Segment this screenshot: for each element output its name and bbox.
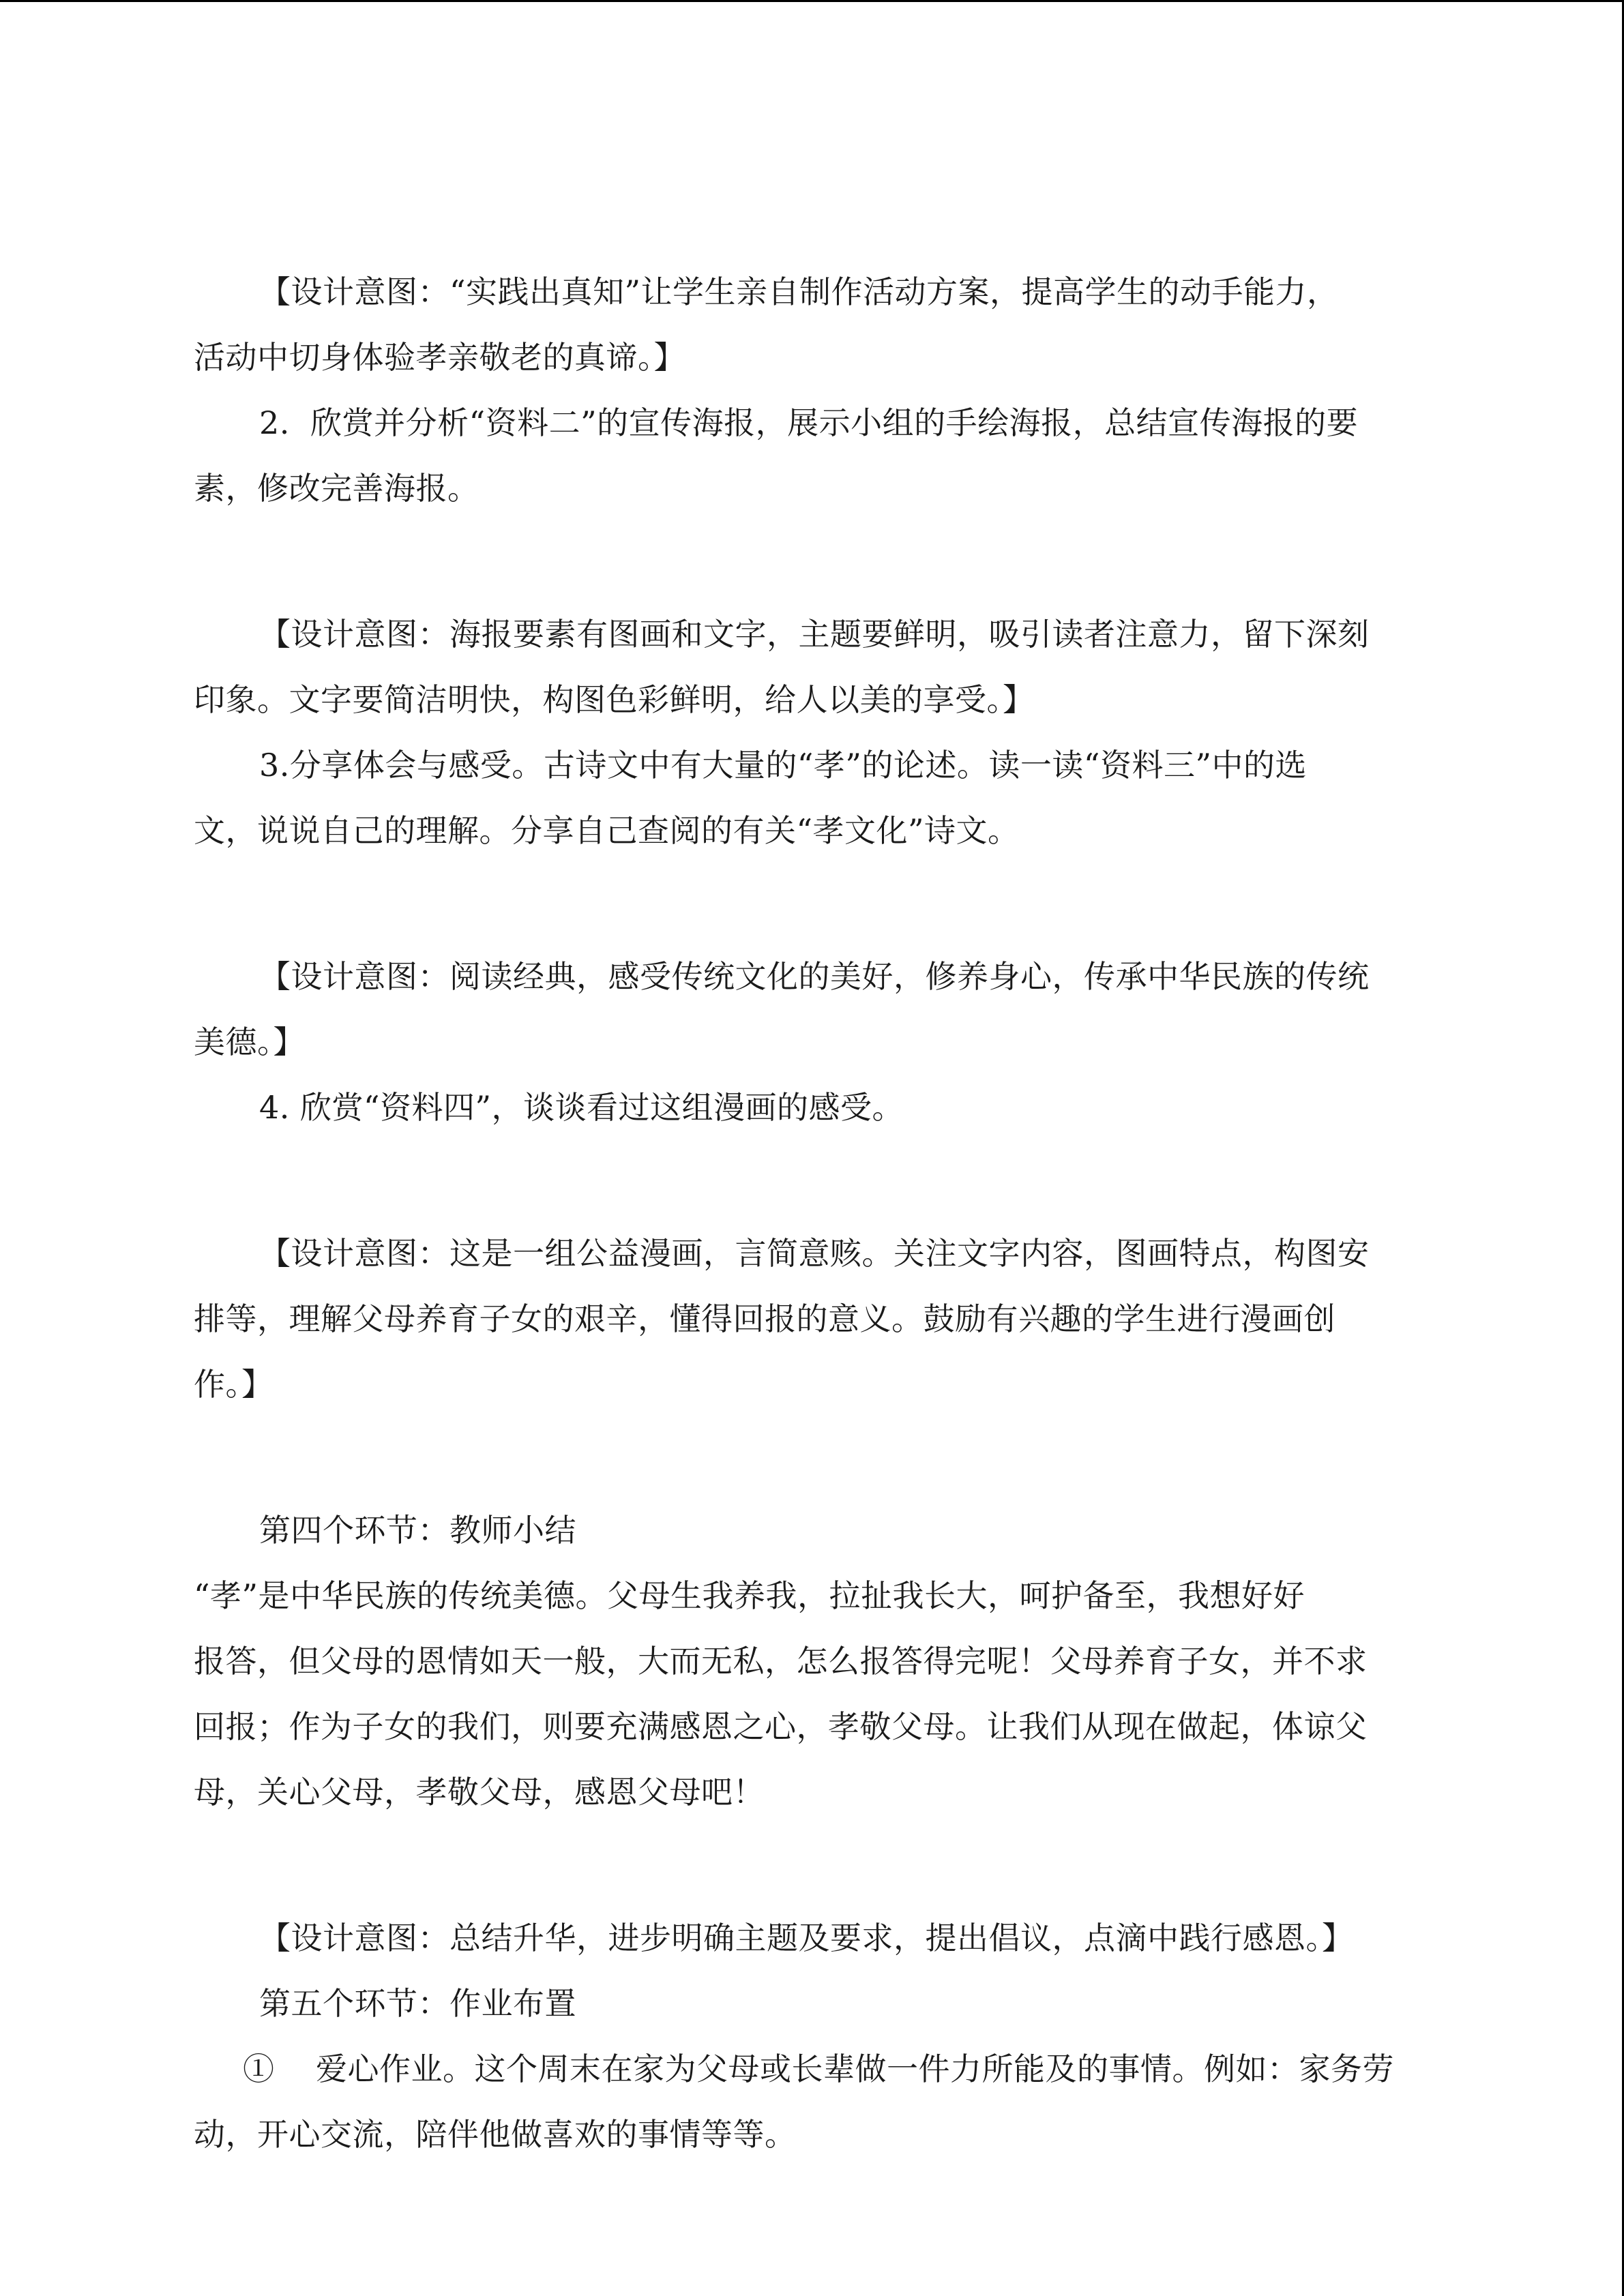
step-3-paragraph bbox=[194, 732, 1442, 863]
text-line: 【设计意图：海报要素有图画和文字，主题要鲜明，吸引读者注意力，留下深刻 bbox=[259, 616, 1370, 653]
document-body bbox=[194, 259, 1442, 2167]
design-intent-paragraph-1 bbox=[194, 259, 1442, 390]
text-line: 动，开心交流，陪伴他做喜欢的事情等等。 bbox=[194, 2116, 797, 2153]
text-line: 【设计意图：“实践出真知”让学生亲自制作活动方案，提高学生的动手能力， bbox=[259, 273, 1339, 310]
text-line: ① 爱心作业。这个周末在家为父母或长辈做一件力所能及的事情。例如：家务劳 bbox=[243, 2051, 1394, 2087]
text-line: 作。】 bbox=[194, 1366, 274, 1403]
design-intent-paragraph-2 bbox=[194, 601, 1442, 732]
step-4-paragraph bbox=[194, 1075, 1442, 1140]
text-line: 4. 欣赏“资料四”，谈谈看过这组漫画的感受。 bbox=[259, 1089, 904, 1126]
text-line: 美德。】 bbox=[194, 1024, 305, 1060]
design-intent-paragraph-4 bbox=[194, 1221, 1442, 1417]
section-heading-homework bbox=[194, 1971, 1442, 2036]
text-line: 回报；作为子女的我们，则要充满感恩之心，孝敬父母。让我们从现在做起，体谅父 bbox=[194, 1708, 1368, 1745]
text-line: 素，修改完善海报。 bbox=[194, 470, 479, 507]
text-line: 印象。文字要简洁明快，构图色彩鲜明，给人以美的享受。】 bbox=[194, 681, 1035, 718]
page-border-top bbox=[0, 0, 1624, 2]
section-heading-teacher-summary bbox=[194, 1497, 1442, 1563]
text-line: “孝”是中华民族的传统美德。父母生我养我，拉扯我长大，呵护备至，我想好好 bbox=[194, 1577, 1305, 1614]
design-intent-paragraph-5 bbox=[194, 1905, 1442, 1971]
text-line: 3.分享体会与感受。古诗文中有大量的“孝”的论述。读一读“资料三”中的选 bbox=[259, 747, 1307, 784]
design-intent-paragraph-3 bbox=[194, 944, 1442, 1075]
text-line: 【设计意图：阅读经典，感受传统文化的美好，修养身心，传承中华民族的传统 bbox=[259, 958, 1370, 995]
step-2-paragraph bbox=[194, 390, 1442, 521]
text-line: 排等，理解父母养育子女的艰辛，懂得回报的意义。鼓励有兴趣的学生进行漫画创 bbox=[194, 1300, 1335, 1337]
text-line: 第四个环节：教师小结 bbox=[259, 1512, 576, 1549]
text-line: 【设计意图：这是一组公益漫画，言简意赅。关注文字内容，图画特点，构图安 bbox=[259, 1235, 1370, 1272]
text-line: 2. 欣赏并分析“资料二”的宣传海报，展示小组的手绘海报，总结宣传海报的要 bbox=[259, 404, 1359, 441]
text-line: 文，说说自己的理解。分享自己查阅的有关“孝文化”诗文。 bbox=[194, 812, 1020, 849]
homework-item-1 bbox=[194, 2036, 1442, 2167]
summary-paragraph bbox=[194, 1563, 1442, 1825]
text-line: 【设计意图：总结升华，进步明确主题及要求，提出倡议，点滴中践行感恩。】 bbox=[259, 1920, 1354, 1956]
text-line: 报答，但父母的恩情如天一般，大而无私，怎么报答得完呢！父母养育子女，并不求 bbox=[194, 1643, 1368, 1680]
text-line: 活动中切身体验孝亲敬老的真谛。】 bbox=[194, 339, 685, 376]
text-line: 第五个环节：作业布置 bbox=[259, 1985, 576, 2022]
text-line: 母，关心父母，孝敬父母，感恩父母吧！ bbox=[194, 1774, 765, 1810]
